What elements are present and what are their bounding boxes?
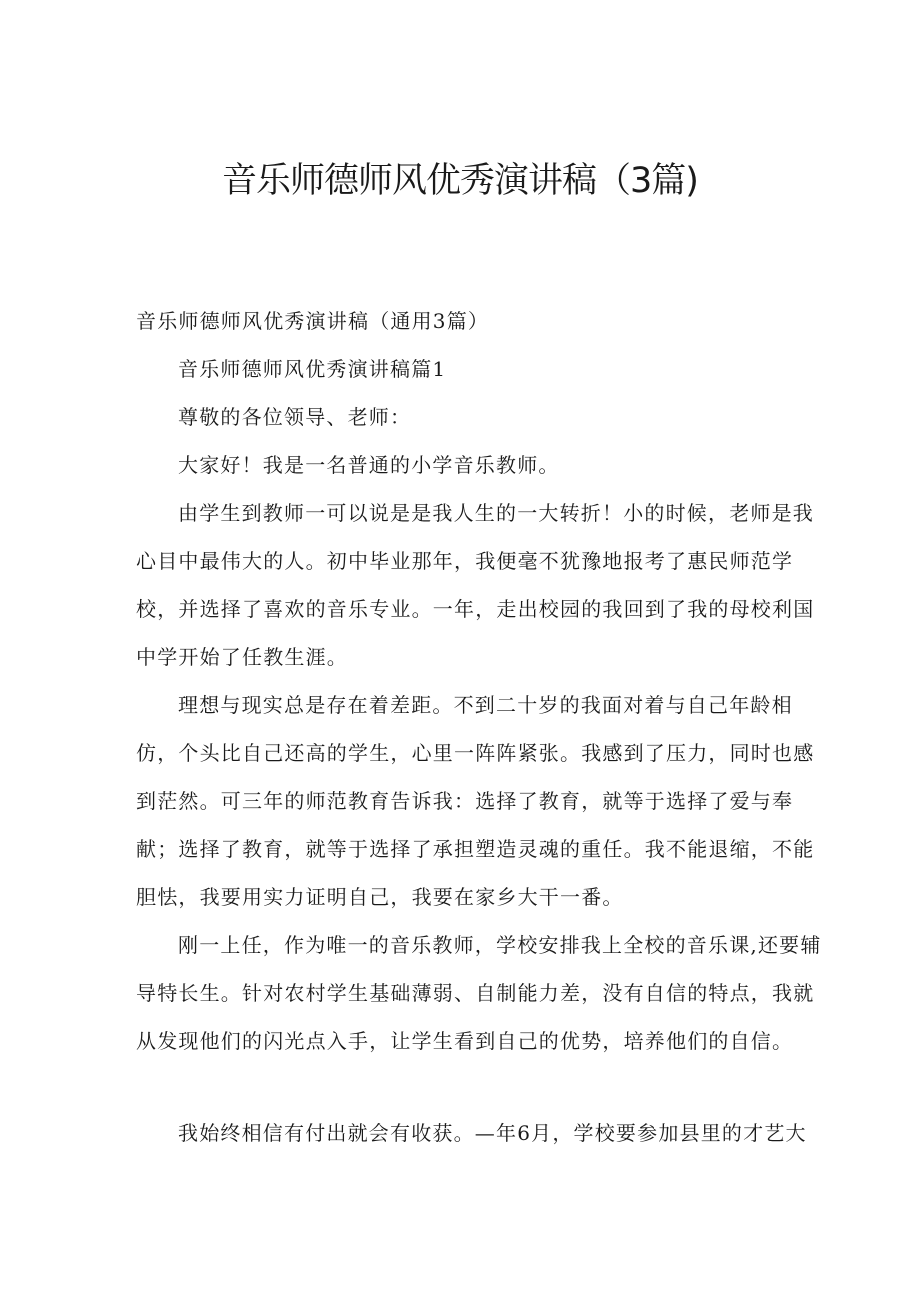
document-title: 音乐师德师风优秀演讲稿（3篇) <box>222 161 698 201</box>
paragraph-2-line-5: 胆怯，我要用实力证明自己，我要在家乡大干一番。 <box>136 885 624 909</box>
paragraph-2-line-3: 到茫然。可三年的师范教育告诉我：选择了教育，就等于选择了爱与奉 <box>136 789 794 813</box>
paragraph-3-line-3: 从发现他们的闪光点入手，让学生看到自己的优势，培养他们的自信。 <box>136 1029 794 1053</box>
paragraph-1-line-4: 中学开始了任教生涯。 <box>136 645 348 669</box>
salutation: 尊敬的各位领导、老师： <box>178 405 412 429</box>
paragraph-2-line-1: 理想与现实总是存在着差距。不到二十岁的我面对着与自己年龄相 <box>178 693 793 717</box>
paragraph-4-line-1: 我始终相信有付出就会有收获。—年6月，学校要参加县里的才艺大 <box>178 1121 807 1145</box>
section-heading: 音乐师德师风优秀演讲稿篇1 <box>178 357 447 381</box>
paragraph-1-line-3: 校，并选择了喜欢的音乐专业。一年，走出校园的我回到了我的母校利国 <box>136 597 815 621</box>
paragraph-2-line-4: 献；选择了教育，就等于选择了承担塑造灵魂的重任。我不能退缩，不能 <box>136 837 815 861</box>
paragraph-1-line-2: 心目中最伟大的人。初中毕业那年，我便毫不犹豫地报考了惠民师范学 <box>136 549 794 573</box>
greeting-line: 大家好！我是一名普通的小学音乐教师。 <box>178 453 560 477</box>
paragraph-1-line-1: 由学生到教师一可以说是是我人生的一大转折！小的时候，老师是我 <box>178 501 814 525</box>
document-subtitle: 音乐师德师风优秀演讲稿（通用3篇） <box>136 309 490 333</box>
paragraph-2-line-2: 仿，个头比自己还高的学生，心里一阵阵紧张。我感到了压力，同时也感 <box>136 741 815 765</box>
paragraph-3-line-1: 刚一上任，作为唯一的音乐教师，学校安排我上全校的音乐课,还要辅 <box>178 933 822 957</box>
document-body <box>136 303 822 1151</box>
paragraph-3-line-2: 导特长生。针对农村学生基础薄弱、自制能力差，没有自信的特点，我就 <box>136 981 815 1005</box>
